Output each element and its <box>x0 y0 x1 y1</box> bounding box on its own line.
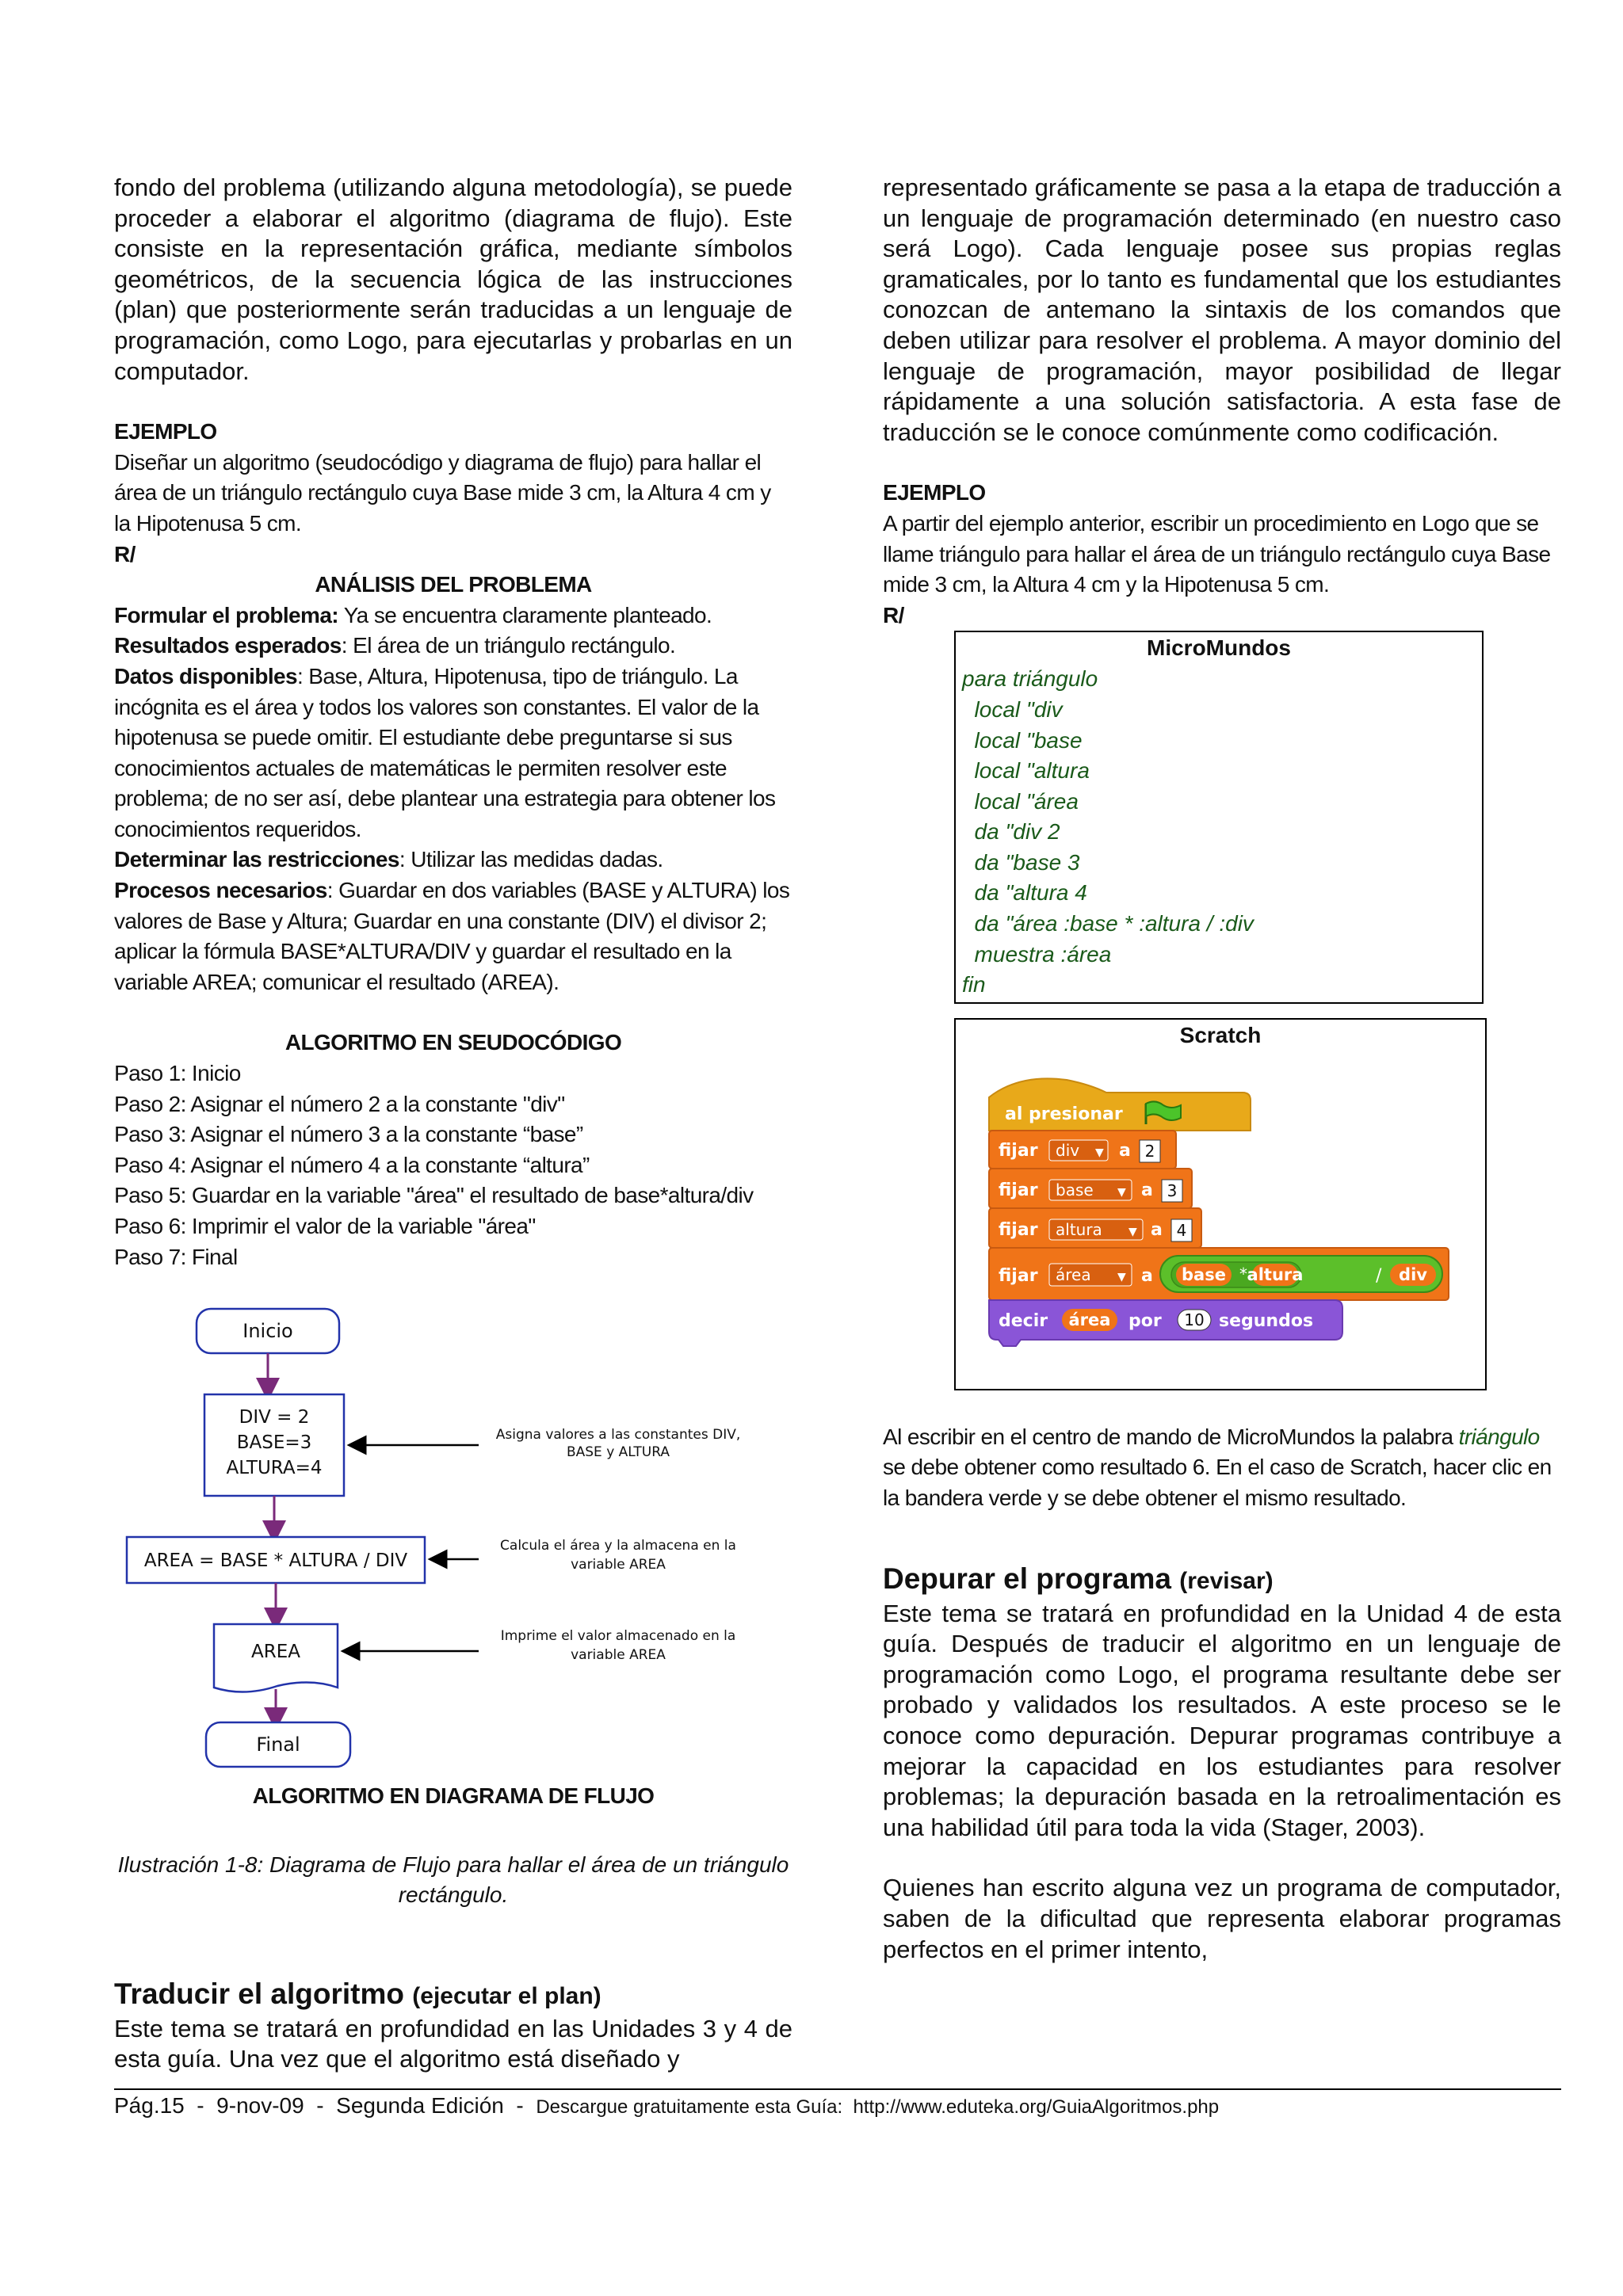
footer-text: Pág.15 - 9-nov-09 - Segunda Edición - <box>114 2093 537 2118</box>
flow-note: variable AREA <box>571 1647 666 1664</box>
flow-assign-line: ALTURA=4 <box>226 1458 323 1479</box>
intro-paragraph: representado gráficamente se pasa a la etapa de traducción a un lenguaje de programación determinado (en nuestro caso será Logo). Cada lenguaje posee sus propias reglas gramaticales, por lo tanto es fundamental que los estudiantes conozcan de antemano la sintaxis de los comandos que deben utilizar para resolver el problema. A mayor dominio del lenguaje de programación, mayor posibilidad de llegar rápidamente a una solución satisfactoria. A esta fase de traducción se le conoce comúnmente como codificación. <box>883 174 1561 446</box>
result-text: Al escribir en el centro de mando de MicroMundos la palabra <box>883 1424 1453 1449</box>
analysis-label: Datos disponibles <box>114 663 297 688</box>
scratch-value: 3 <box>1167 1180 1178 1200</box>
flow-note: Asigna valores a las constantes DIV, <box>495 1427 741 1444</box>
scratch-set-block <box>989 1169 1192 1208</box>
scratch-reporter: altura <box>1247 1264 1304 1284</box>
analysis-label: Determinar las restricciones <box>114 847 399 872</box>
analysis-list <box>114 601 792 998</box>
answer-label: R/ <box>883 602 904 627</box>
right-column <box>883 173 1561 1965</box>
result-text: se debe obtener como resultado 6. En el caso de Scratch, hacer clic en la bandera verde y se debe obtener el mismo resultado. <box>883 1455 1552 1511</box>
result-paragraph <box>883 1422 1561 1514</box>
section-heading-traducir <box>114 1977 792 2014</box>
scratch-say-block <box>989 1300 1342 1346</box>
scratch-to-label: a <box>1141 1265 1153 1286</box>
scratch-var-name: área <box>1056 1264 1091 1284</box>
scratch-set-label: fijar <box>999 1265 1038 1286</box>
code-line: para triángulo <box>962 666 1098 692</box>
flow-end-label: Final <box>256 1733 300 1756</box>
flow-assign-line: DIV = 2 <box>239 1407 310 1428</box>
section-paragraph: Este tema se tratará en profundidad en las Unidades 3 y 4 de esta guía. Una vez que el algoritmo está diseñado y <box>114 2014 792 2073</box>
pseudo-step: Paso 6: Imprimir el valor de la variable "área" <box>114 1214 536 1238</box>
analysis-label: Procesos necesarios <box>114 878 327 903</box>
code-line: fin <box>962 972 986 997</box>
scratch-set-label: fijar <box>999 1219 1038 1240</box>
analysis-text: Ya se encuentra claramente planteado. <box>338 602 712 627</box>
scratch-say-for: por <box>1128 1310 1162 1331</box>
scratch-reporter: base <box>1182 1264 1226 1284</box>
flow-note: variable AREA <box>571 1557 666 1573</box>
section-heading-depurar <box>883 1562 1561 1599</box>
flowchart-svg <box>114 1304 792 1795</box>
scratch-say-unit: segundos <box>1219 1310 1314 1331</box>
scratch-operator: * <box>1239 1264 1247 1283</box>
pseudo-step: Paso 1: Inicio <box>114 1061 241 1086</box>
scratch-reporter: área <box>1068 1310 1111 1329</box>
pseudo-steps <box>114 1058 792 1272</box>
code-box-title: MicroMundos <box>1147 635 1291 661</box>
pseudo-step: Paso 5: Guardar en la variable "área" el resultado de base*altura/div <box>114 1183 754 1208</box>
pseudo-step: Paso 2: Asignar el número 2 a la constante "div" <box>114 1091 565 1116</box>
code-line: local "base <box>962 727 1083 753</box>
section-subtitle: (revisar) <box>1179 1567 1274 1594</box>
scratch-reporter: div <box>1399 1264 1427 1284</box>
pseudo-step: Paso 7: Final <box>114 1244 238 1269</box>
flow-start-label: Inicio <box>242 1320 293 1343</box>
section-title: Traducir el algoritmo <box>114 1977 404 2010</box>
pseudo-step: Paso 4: Asignar el número 4 a la constante “altura” <box>114 1152 590 1177</box>
flow-note: Calcula el área y la almacena en la <box>500 1538 736 1554</box>
code-line: local "div <box>962 696 1063 722</box>
code-line: da "base 3 <box>962 849 1080 875</box>
flow-assign-line: BASE=3 <box>236 1432 312 1454</box>
scratch-set-block <box>989 1131 1176 1169</box>
flow-output-label: AREA <box>251 1642 300 1663</box>
scratch-hat-label: al presionar <box>1005 1104 1123 1124</box>
analysis-text: : Guardar en dos variables (BASE y ALTURA) los valores de Base y Altura; Guardar en una constante (DIV) el divisor 2; aplicar la fórmula BASE*ALTURA/DIV y guardar el resultado en la variable AREA; comunicar el resultado (AREA). <box>114 878 790 994</box>
left-column <box>114 173 792 2075</box>
section-title: Depurar el programa <box>883 1562 1171 1595</box>
code-line: da "div 2 <box>962 819 1060 845</box>
analysis-text: : Base, Altura, Hipotenusa, tipo de triángulo. La incógnita es el área y todos los valores son constantes. El valor de la hipotenusa se puede omitir. El estudiante debe preguntarse si sus conocimientos actuales de matemáticas le permiten resolver este problema; de no ser así, debe plantear una estrategia para obtener los conocimientos requeridos. <box>114 663 776 841</box>
scratch-set-label: fijar <box>999 1140 1038 1161</box>
analysis-label: Resultados esperados <box>114 633 342 658</box>
scratch-var-name: altura <box>1056 1219 1102 1239</box>
flow-note: BASE y ALTURA <box>566 1444 670 1461</box>
flow-title: ALGORITMO EN DIAGRAMA DE FLUJO <box>252 1783 655 1809</box>
analysis-text: : El área de un triángulo rectángulo. <box>341 633 676 658</box>
analysis-item <box>114 662 792 845</box>
scratch-to-label: a <box>1141 1180 1153 1200</box>
analysis-item <box>114 845 792 875</box>
scratch-value: 2 <box>1144 1141 1155 1161</box>
scratch-set-block <box>989 1208 1201 1248</box>
footer-divider <box>114 2088 1561 2090</box>
example-heading: EJEMPLO <box>883 480 986 505</box>
code-line: local "altura <box>962 758 1090 784</box>
analysis-label: Formular el problema: <box>114 602 339 627</box>
scratch-to-label: a <box>1119 1140 1131 1161</box>
dropdown-arrow-icon: ▼ <box>1095 1146 1104 1159</box>
scratch-to-label: a <box>1151 1219 1163 1240</box>
code-line: da "área :base * :altura / :div <box>962 911 1254 936</box>
flow-note: Imprime el valor almacenado en la <box>500 1628 736 1645</box>
section-paragraph: Este tema se tratará en profundidad en la Unidad 4 de esta guía. Después de traducir el algoritmo en un lenguaje de programación como Logo, el programa resultante debe ser probado y validados los resultados. A este proceso se le conoce como depuración. Depurar programas contribuye a mejorar la capacidad en los estudiantes para resolver problemas; la depuración basada en la retroalimentación es una habilidad útil para toda la vida (Stager, 2003). <box>883 1599 1561 1841</box>
analysis-item <box>114 601 792 631</box>
scratch-var-name: base <box>1056 1180 1094 1199</box>
scratch-set-label: fijar <box>999 1180 1038 1200</box>
analysis-item <box>114 875 792 997</box>
scratch-operator: / <box>1376 1265 1382 1286</box>
pseudo-step: Paso 3: Asignar el número 3 a la constante “base” <box>114 1122 583 1147</box>
footer-download-link[interactable]: Descargue gratuitamente esta Guía: http://www.eduteka.org/GuiaAlgoritmos.php <box>536 2096 1220 2118</box>
dropdown-arrow-icon: ▼ <box>1117 1270 1126 1283</box>
code-line: da "altura 4 <box>962 880 1087 906</box>
scratch-value: 4 <box>1176 1220 1187 1240</box>
scratch-set-block <box>989 1248 1449 1300</box>
analysis-title: ANÁLISIS DEL PROBLEMA <box>315 572 592 597</box>
scratch-blocks <box>956 1051 1482 1384</box>
figure-caption: Ilustración 1-8: Diagrama de Flujo para hallar el área de un triángulo rectángulo. <box>117 1852 789 1907</box>
section-subtitle: (ejecutar el plan) <box>412 1982 601 2009</box>
scratch-say-label: decir <box>999 1310 1048 1331</box>
flow-calc-label: AREA = BASE * ALTURA / DIV <box>143 1550 408 1572</box>
scratch-var-name: div <box>1056 1140 1080 1160</box>
example-text: A partir del ejemplo anterior, escribir un procedimiento en Logo que se llame triángulo para hallar el área de un triángulo rectángulo cuya Base mide 3 cm, la Altura 4 cm y la Hipotenusa 5 cm. <box>883 510 1551 597</box>
code-box-title: Scratch <box>1179 1022 1262 1047</box>
code-line: muestra :área <box>962 941 1112 967</box>
result-word: triángulo <box>1458 1424 1540 1449</box>
micromundos-code-box <box>954 631 1484 1004</box>
intro-paragraph: fondo del problema (utilizando alguna metodología), se puede proceder a elaborar el algoritmo (diagrama de flujo). Este consiste en la representación gráfica, mediante símbolos geométricos, de la secuencia lógica de las instrucciones (plan) que posteriormente serán traducidas a un lenguaje de programación, como Logo, para ejecutarlas y probarlas en un computador. <box>114 174 792 385</box>
flowchart <box>114 1304 792 1795</box>
analysis-item <box>114 631 792 662</box>
scratch-code-box <box>954 1018 1487 1390</box>
page-footer <box>114 2093 1219 2119</box>
analysis-text: : Utilizar las medidas dadas. <box>399 847 663 872</box>
scratch-value: 10 <box>1184 1310 1205 1329</box>
code-line: local "área <box>962 788 1079 814</box>
closing-paragraph: Quienes han escrito alguna vez un programa de computador, saben de la dificultad que representa elaborar programas perfectos en el primer intento, <box>883 1874 1561 1963</box>
dropdown-arrow-icon: ▼ <box>1117 1185 1126 1199</box>
example-text: Diseñar un algoritmo (seudocódigo y diagrama de flujo) para hallar el área de un triángulo rectángulo cuya Base mide 3 cm, la Altura 4 cm y la Hipotenusa 5 cm. <box>114 449 771 536</box>
answer-label: R/ <box>114 541 136 566</box>
example-heading: EJEMPLO <box>114 419 217 444</box>
dropdown-arrow-icon: ▼ <box>1128 1225 1137 1238</box>
pseudo-title: ALGORITMO EN SEUDOCÓDIGO <box>285 1030 622 1055</box>
